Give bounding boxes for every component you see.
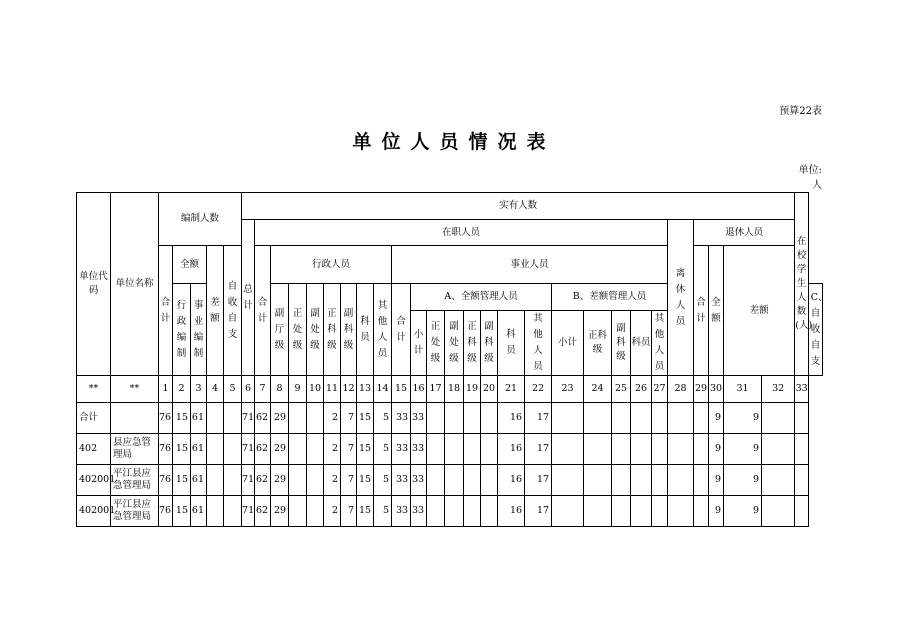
value-cell: 62	[255, 434, 271, 465]
column-index-cell: 1	[159, 376, 173, 403]
value-cell: 33	[411, 496, 427, 527]
value-cell: 16	[498, 403, 525, 434]
header-zaizhi-heji: 合计	[255, 246, 271, 376]
value-cell: 62	[255, 465, 271, 496]
value-cell	[631, 434, 652, 465]
header-xingzheng-bianzhi: 行政编制	[173, 284, 191, 376]
value-cell	[289, 465, 307, 496]
value-cell	[668, 403, 694, 434]
column-index-cell: 20	[481, 376, 498, 403]
column-index-cell: 22	[525, 376, 552, 403]
value-cell	[207, 403, 224, 434]
value-cell: 9	[709, 465, 724, 496]
value-cell: 17	[525, 496, 552, 527]
header-a-fu-chu: 副处级	[445, 311, 464, 376]
value-cell: 61	[191, 403, 207, 434]
value-cell: 9	[724, 465, 762, 496]
header-tuixiu: 退休人员	[694, 220, 795, 246]
value-cell	[584, 403, 612, 434]
value-cell	[652, 465, 668, 496]
value-cell	[207, 434, 224, 465]
value-cell	[464, 465, 481, 496]
value-cell	[795, 496, 809, 527]
unit-name-cell: 县应急管理局	[111, 434, 159, 465]
header-b-xiaoji: 小计	[552, 311, 584, 376]
value-cell: 5	[374, 465, 392, 496]
header-b-chae: B、差额管理人员	[552, 284, 668, 311]
header-fu-ke: 副科级	[341, 284, 357, 376]
unit-code-cell: 402001	[77, 496, 111, 527]
column-index-cell: 10	[307, 376, 324, 403]
value-cell: 29	[271, 403, 289, 434]
value-cell: 15	[173, 465, 191, 496]
column-index-cell: 13	[357, 376, 374, 403]
value-cell	[612, 496, 631, 527]
value-cell: 5	[374, 403, 392, 434]
value-cell	[481, 403, 498, 434]
form-number: 预算22表	[779, 106, 822, 117]
header-shiye-heji: 合计	[392, 284, 411, 376]
value-cell	[584, 465, 612, 496]
header-zishou: 自收自支	[224, 246, 242, 376]
header-a-xiaoji: 小计	[411, 311, 427, 376]
value-cell	[481, 434, 498, 465]
value-cell: 2	[324, 496, 341, 527]
value-cell	[427, 434, 445, 465]
value-cell	[694, 403, 709, 434]
value-cell: 17	[525, 403, 552, 434]
value-cell	[307, 465, 324, 496]
value-cell	[481, 496, 498, 527]
value-cell	[289, 496, 307, 527]
value-cell	[631, 465, 652, 496]
column-index-cell: 3	[191, 376, 207, 403]
value-cell: 76	[159, 496, 173, 527]
value-cell	[224, 496, 242, 527]
value-cell	[612, 434, 631, 465]
value-cell	[584, 496, 612, 527]
value-cell: 15	[173, 403, 191, 434]
header-xingzheng: 行政人员	[271, 246, 392, 284]
value-cell	[427, 465, 445, 496]
value-cell	[464, 434, 481, 465]
column-index-cell: 2	[173, 376, 191, 403]
value-cell	[289, 403, 307, 434]
value-cell	[307, 496, 324, 527]
header-tuixiu-heji: 合计	[694, 246, 709, 376]
column-index-cell: 17	[427, 376, 445, 403]
value-cell: 71	[242, 496, 255, 527]
column-index-cell: 8	[271, 376, 289, 403]
value-cell	[224, 465, 242, 496]
value-cell	[481, 465, 498, 496]
table-row	[77, 496, 823, 527]
value-cell: 15	[357, 465, 374, 496]
header-ke-yuan: 科员	[357, 284, 374, 376]
value-cell: 15	[357, 403, 374, 434]
value-cell: 61	[191, 465, 207, 496]
unit-code-cell: 402	[77, 434, 111, 465]
value-cell: 61	[191, 434, 207, 465]
value-cell	[464, 403, 481, 434]
value-cell	[584, 434, 612, 465]
column-index-cell: **	[111, 376, 159, 403]
column-index-cell: 15	[392, 376, 411, 403]
value-cell: 7	[341, 403, 357, 434]
value-cell: 9	[724, 403, 762, 434]
header-b-qita: 其他人员	[652, 311, 668, 376]
value-cell: 76	[159, 434, 173, 465]
column-index-cell: 29	[694, 376, 709, 403]
header-fu-chu: 副处级	[307, 284, 324, 376]
column-index-cell: 27	[652, 376, 668, 403]
value-cell	[762, 403, 795, 434]
value-cell	[694, 434, 709, 465]
value-cell: 33	[411, 403, 427, 434]
column-index-cell: 25	[612, 376, 631, 403]
value-cell: 61	[191, 496, 207, 527]
header-chae: 差额	[207, 246, 224, 376]
value-cell	[795, 465, 809, 496]
value-cell: 17	[525, 465, 552, 496]
header-b-fu-ke: 副科级	[612, 311, 631, 376]
value-cell: 62	[255, 403, 271, 434]
value-cell: 5	[374, 434, 392, 465]
value-cell: 33	[411, 434, 427, 465]
table-row	[77, 465, 823, 496]
header-zheng-ke: 正科级	[324, 284, 341, 376]
column-index-cell: 24	[584, 376, 612, 403]
unit-name-cell	[111, 403, 159, 434]
value-cell	[652, 434, 668, 465]
value-cell	[224, 434, 242, 465]
value-cell: 2	[324, 434, 341, 465]
header-bianzhi: 编制人数	[159, 193, 242, 246]
header-unit-name: 单位名称	[111, 193, 159, 376]
value-cell	[668, 465, 694, 496]
header-b-ke-yuan: 科员	[631, 311, 652, 376]
value-cell: 9	[709, 496, 724, 527]
value-cell: 76	[159, 403, 173, 434]
header-b-zheng-ke: 正科级	[584, 311, 612, 376]
column-index-cell: 11	[324, 376, 341, 403]
value-cell	[552, 403, 584, 434]
column-index-cell: 28	[668, 376, 694, 403]
header-a-zheng-chu: 正处级	[427, 311, 445, 376]
value-cell: 2	[324, 465, 341, 496]
value-cell	[207, 496, 224, 527]
value-cell: 33	[392, 465, 411, 496]
value-cell	[612, 465, 631, 496]
column-index-cell: **	[77, 376, 111, 403]
value-cell	[464, 496, 481, 527]
value-cell	[668, 434, 694, 465]
value-cell: 15	[173, 434, 191, 465]
column-index-cell: 21	[498, 376, 525, 403]
value-cell: 9	[709, 403, 724, 434]
value-cell	[427, 403, 445, 434]
value-cell	[289, 434, 307, 465]
value-cell: 16	[498, 434, 525, 465]
value-cell: 15	[173, 496, 191, 527]
value-cell	[795, 403, 809, 434]
header-fu-ting: 副厅级	[271, 284, 289, 376]
value-cell: 33	[411, 465, 427, 496]
value-cell	[427, 496, 445, 527]
column-index-cell: 30	[709, 376, 724, 403]
header-tuixiu-quan-e: 全额	[709, 246, 724, 376]
header-shiye-bianzhi: 事业编制	[191, 284, 207, 376]
table-row	[77, 434, 823, 465]
value-cell: 16	[498, 496, 525, 527]
value-cell	[445, 496, 464, 527]
value-cell: 29	[271, 434, 289, 465]
value-cell	[445, 403, 464, 434]
header-c-zishou: C、自收自支	[809, 284, 823, 376]
value-cell: 33	[392, 434, 411, 465]
column-index-row	[77, 376, 823, 403]
value-cell: 71	[242, 434, 255, 465]
value-cell	[694, 465, 709, 496]
column-index-cell: 12	[341, 376, 357, 403]
column-index-cell: 16	[411, 376, 427, 403]
column-index-cell: 23	[552, 376, 584, 403]
unit-code-cell: 合计	[77, 403, 111, 434]
value-cell: 71	[242, 465, 255, 496]
header-zaizhi: 在职人员	[255, 220, 668, 246]
column-index-cell: 6	[242, 376, 255, 403]
header-shiye: 事业人员	[392, 246, 668, 284]
unit-name-cell: 平江县应急管理局	[111, 465, 159, 496]
header-a-zheng-ke: 正科级	[464, 311, 481, 376]
value-cell: 33	[392, 403, 411, 434]
header-a-quan-e: A、全额管理人员	[411, 284, 552, 311]
value-cell: 17	[525, 434, 552, 465]
column-index-cell: 5	[224, 376, 242, 403]
value-cell: 7	[341, 434, 357, 465]
column-index-cell: 18	[445, 376, 464, 403]
value-cell: 16	[498, 465, 525, 496]
header-zaixiao: 在校学生人数(人)	[795, 193, 809, 376]
value-cell: 71	[242, 403, 255, 434]
column-index-cell: 19	[464, 376, 481, 403]
value-cell	[307, 434, 324, 465]
column-index-cell: 9	[289, 376, 307, 403]
value-cell: 15	[357, 496, 374, 527]
value-cell: 62	[255, 496, 271, 527]
header-quan-e: 全额	[173, 246, 207, 284]
value-cell: 2	[324, 403, 341, 434]
header-qita: 其他人员	[374, 284, 392, 376]
value-cell	[762, 465, 795, 496]
value-cell	[652, 403, 668, 434]
value-cell: 76	[159, 465, 173, 496]
header-bianzhi-heji: 合计	[159, 246, 173, 376]
column-index-cell: 31	[724, 376, 762, 403]
header-zongji: 总计	[242, 220, 255, 376]
page-title: 单位人员情况表	[352, 131, 556, 153]
value-cell: 7	[341, 465, 357, 496]
value-cell	[224, 403, 242, 434]
value-cell: 9	[724, 496, 762, 527]
column-index-cell: 26	[631, 376, 652, 403]
value-cell: 7	[341, 496, 357, 527]
header-a-fu-ke: 副科级	[481, 311, 498, 376]
value-cell: 9	[724, 434, 762, 465]
header-a-qita: 其他人员	[525, 311, 552, 376]
unit-code-cell: 402001	[77, 465, 111, 496]
header-zheng-chu: 正处级	[289, 284, 307, 376]
value-cell	[652, 496, 668, 527]
unit-name-cell: 平江县应急管理局	[111, 496, 159, 527]
header-tuixiu-chae: 差额	[724, 246, 795, 376]
value-cell	[207, 465, 224, 496]
header-unit-code: 单位代码	[77, 193, 111, 376]
value-cell	[631, 496, 652, 527]
column-index-cell: 32	[762, 376, 795, 403]
value-cell: 29	[271, 465, 289, 496]
personnel-table	[76, 192, 828, 527]
value-cell: 9	[709, 434, 724, 465]
unit-value: 人	[812, 180, 822, 191]
value-cell	[552, 434, 584, 465]
value-cell	[694, 496, 709, 527]
header-shiyou: 实有人数	[242, 193, 795, 220]
value-cell	[552, 496, 584, 527]
value-cell: 5	[374, 496, 392, 527]
column-index-cell: 14	[374, 376, 392, 403]
column-index-cell: 4	[207, 376, 224, 403]
value-cell: 33	[392, 496, 411, 527]
header-lixiu: 离休人员	[668, 220, 694, 376]
column-index-cell: 33	[795, 376, 809, 403]
value-cell	[307, 403, 324, 434]
value-cell	[552, 465, 584, 496]
value-cell: 29	[271, 496, 289, 527]
value-cell	[612, 403, 631, 434]
value-cell	[445, 465, 464, 496]
value-cell	[795, 434, 809, 465]
value-cell	[631, 403, 652, 434]
value-cell	[762, 496, 795, 527]
value-cell	[668, 496, 694, 527]
value-cell: 15	[357, 434, 374, 465]
value-cell	[445, 434, 464, 465]
header-a-ke-yuan: 科员	[498, 311, 525, 376]
unit-label: 单位:	[798, 165, 822, 176]
value-cell	[762, 434, 795, 465]
column-index-cell: 7	[255, 376, 271, 403]
table-row	[77, 403, 823, 434]
